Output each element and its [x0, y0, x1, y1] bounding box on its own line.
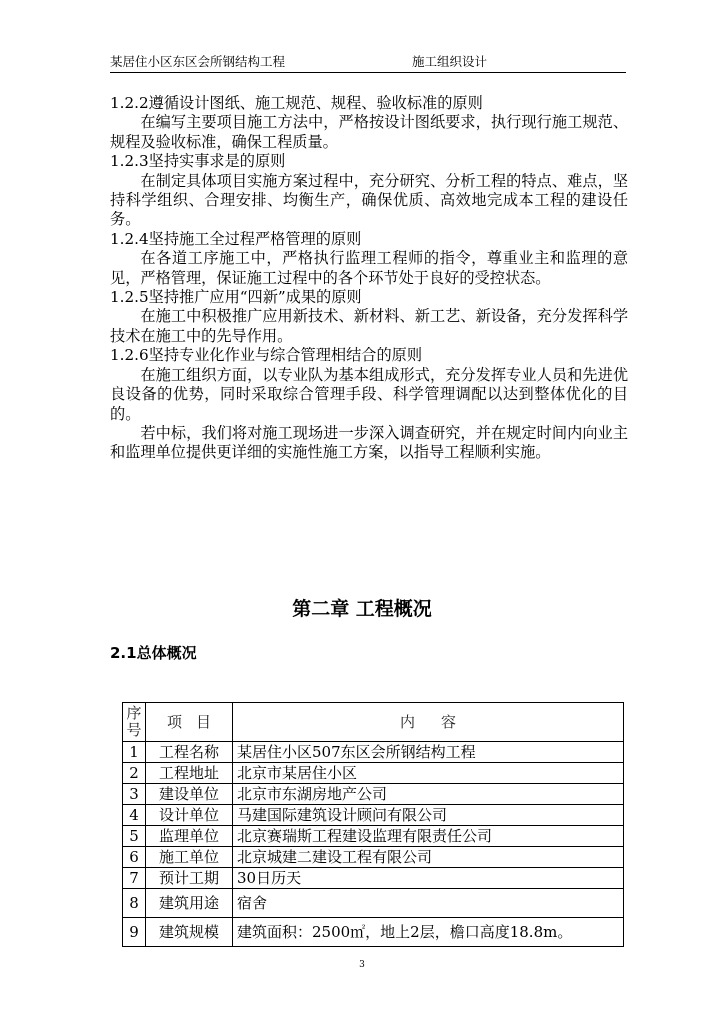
principle-body: 在各道工序施工中，严格执行监理工程师的指令，尊重业主和监理的意见，严格管理，保证施工过程中的各个环节处于良好的受控状态。 [110, 249, 628, 287]
table-row [123, 826, 624, 847]
row-no: 3 [123, 784, 146, 805]
principle-body: 在编写主要项目施工方法中，严格按设计图纸要求，执行现行施工规范、规程及验收标准，确保工程质量。 [110, 113, 628, 151]
row-no: 1 [123, 742, 146, 763]
header-project-title: 某居住小区东区会所钢结构工程 [110, 54, 286, 69]
row-no: 6 [123, 847, 146, 868]
project-overview-table [122, 702, 624, 947]
row-content: 北京城建二建设工程有限公司 [233, 847, 624, 868]
page-number: 3 [359, 960, 365, 970]
row-item: 建设单位 [146, 784, 233, 805]
table-row [123, 868, 624, 889]
row-no: 4 [123, 805, 146, 826]
table-row [123, 847, 624, 868]
row-no: 2 [123, 763, 146, 784]
row-item: 建筑用途 [146, 889, 233, 918]
page-header [110, 52, 626, 73]
row-content: 建筑面积：2500㎡，地上2层，檐口高度18.8m。 [233, 918, 624, 947]
header-document-title: 施工组织设计 [412, 54, 488, 69]
section-title: 2.1总体概况 [110, 644, 197, 662]
row-item: 设计单位 [146, 805, 233, 826]
row-item: 工程名称 [146, 742, 233, 763]
table-row [123, 805, 624, 826]
row-no: 7 [123, 868, 146, 889]
row-item: 建筑规模 [146, 918, 233, 947]
row-item: 监理单位 [146, 826, 233, 847]
principle-body: 在施工组织方面，以专业队为基本组成形式，充分发挥专业人员和先进优良设备的优势，同时采取综合管理手段、科学管理调配以达到整体优化的目的。 [110, 365, 628, 423]
table-row [123, 784, 624, 805]
row-content: 30日历天 [233, 868, 624, 889]
row-no: 8 [123, 889, 146, 918]
row-no: 5 [123, 826, 146, 847]
header-no: 序号 [123, 703, 146, 742]
principle-heading: 1.2.3坚持实事求是的原则 [110, 152, 286, 171]
table-row [123, 763, 624, 784]
row-content: 某居住小区507东区会所钢结构工程 [233, 742, 624, 763]
principle-body: 在施工中积极推广应用新技术、新材料、新工艺、新设备，充分发挥科学技术在施工中的先导作用。 [110, 307, 628, 345]
principle-body: 在制定具体项目实施方案过程中，充分研究、分析工程的特点、难点，坚持科学组织、合理安排、均衡生产，确保优质、高效地完成本工程的建设任务。 [110, 171, 628, 229]
row-content: 北京市东湖房地产公司 [233, 784, 624, 805]
principle-heading: 1.2.2遵循设计图纸、施工规范、规程、验收标准的原则 [110, 94, 483, 112]
table-row [123, 742, 624, 763]
row-item: 施工单位 [146, 847, 233, 868]
closing-paragraph: 若中标，我们将对施工现场进一步深入调查研究，并在规定时间内向业主和监理单位提供更详细的实施性施工方案，以指导工程顺利实施。 [110, 423, 628, 462]
table-header-row [123, 703, 624, 742]
principle-heading: 1.2.5坚持推广应用“四新”成果的原则 [110, 288, 362, 307]
chapter-title: 第二章 工程概况 [292, 598, 432, 620]
table-row [123, 918, 624, 947]
principle-heading: 1.2.4坚持施工全过程严格管理的原则 [110, 229, 362, 248]
header-item: 项目 [146, 703, 233, 742]
row-no: 9 [123, 918, 146, 947]
row-content: 宿舍 [233, 889, 624, 918]
row-item: 预计工期 [146, 868, 233, 889]
row-item: 工程地址 [146, 763, 233, 784]
row-content: 北京赛瑞斯工程建设监理有限责任公司 [233, 826, 624, 847]
principles-section [110, 94, 628, 463]
header-content: 内容 [233, 703, 624, 742]
table-row [123, 889, 624, 918]
principle-heading: 1.2.6坚持专业化作业与综合管理相结合的原则 [110, 346, 423, 365]
row-content: 北京市某居住小区 [233, 763, 624, 784]
row-content: 马建国际建筑设计顾问有限公司 [233, 805, 624, 826]
